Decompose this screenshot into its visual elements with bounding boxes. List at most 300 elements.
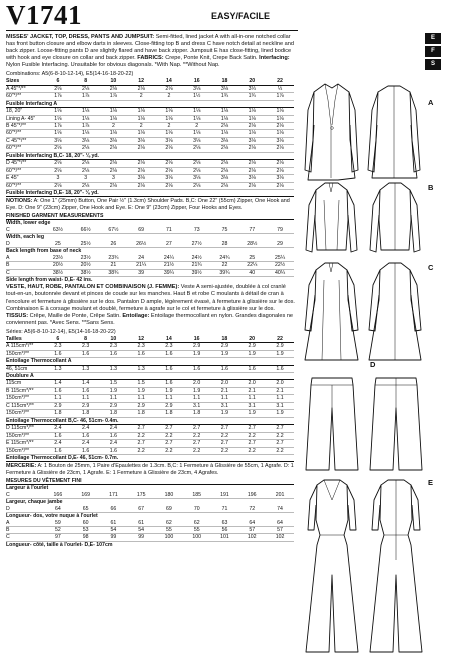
table-cell: 2.0: [183, 380, 211, 387]
header: [6, 0, 298, 31]
table-cell: 73: [183, 227, 211, 234]
table-cell: 2.7: [155, 440, 183, 447]
table-cell: 169: [72, 492, 100, 499]
table-cell: 1.6: [100, 432, 128, 439]
table-cell: 67½: [100, 227, 128, 234]
view-label-b: B: [428, 183, 434, 192]
table-cell: 1.6: [72, 350, 100, 357]
table-cell: 25¼: [266, 255, 294, 262]
table-cell: 3⅛: [44, 137, 72, 144]
row-label: 60"*/**: [6, 145, 44, 152]
table-cell: 2⅛: [211, 160, 239, 167]
table-cell: 1⅛: [155, 130, 183, 137]
table-cell: 1.8: [72, 410, 100, 417]
table-cell: 3⅛: [238, 175, 266, 182]
table-cell: 3: [100, 175, 128, 182]
table-row: [6, 520, 294, 527]
table-cell: 1.6: [266, 365, 294, 372]
table-cell: 1.1: [266, 395, 294, 402]
table-cell: 2⅛: [44, 182, 72, 189]
table-cell: 21¼: [127, 262, 155, 269]
table-cell: 102: [266, 534, 294, 541]
row-label: B 45"*/**: [6, 122, 44, 129]
table-cell: 24½: [183, 255, 211, 262]
size-header-row: [6, 78, 294, 85]
table-cell: 3.1: [211, 402, 239, 409]
table-cell: 38½: [72, 269, 100, 276]
table-cell: 1⅛: [72, 108, 100, 115]
interfacing-text: Nylon Fusible Interfacing. Unsuitable for obvious diagonals. *With Nap. **Without Nap.: [6, 62, 220, 69]
row-label: C: [6, 269, 44, 276]
language-f: F: [425, 46, 441, 57]
section-title-row: [6, 152, 294, 159]
fabrics-text-fr: Crêpe, Maille de Ponte, Crêpe Satin.: [29, 312, 121, 319]
size-header-cell: 20: [238, 336, 266, 343]
table-cell: 2.4: [100, 440, 128, 447]
table-cell: 2⅛: [72, 167, 100, 174]
table-cell: 2⅛: [155, 160, 183, 167]
table-cell: 55: [183, 526, 211, 533]
table-cell: 25: [44, 241, 72, 248]
view-label-c: C: [428, 263, 434, 272]
table-cell: 1.9: [211, 350, 239, 357]
table-cell: 3⅛: [238, 137, 266, 144]
table-cell: 22½: [266, 262, 294, 269]
table-cell: 1.9: [127, 387, 155, 394]
table-cell: 2.4: [72, 425, 100, 432]
row-label: A: [6, 520, 44, 527]
interfacing-text-fr: Entoilage thermocollant en nylon. Grandes diagonales ne conviennent pas. *Avec Sens. **Sans Sens.: [6, 312, 294, 326]
table-cell: 2⅛: [211, 145, 239, 152]
table-cell: 27: [155, 241, 183, 248]
table-cell: 2: [155, 122, 183, 129]
finished-measurements-en: [6, 213, 294, 284]
table-row: [6, 447, 294, 454]
table-cell: 2⅛: [72, 182, 100, 189]
table-cell: 39¼: [155, 269, 183, 276]
table-row: [6, 175, 294, 182]
size-header-cell: 22: [266, 336, 294, 343]
dress-c-back-drawing: [369, 263, 421, 360]
table-cell: 3⅛: [266, 175, 294, 182]
table-cell: 1⅛: [266, 115, 294, 122]
table-row: [6, 182, 294, 189]
table-cell: 1⅛: [238, 115, 266, 122]
table-cell: 2.1: [266, 387, 294, 394]
table-cell: 1⅛: [72, 130, 100, 137]
table-cell: 3⅓: [238, 85, 266, 92]
table-cell: 1.6: [100, 447, 128, 454]
table-row: [6, 380, 294, 387]
table-cell: 25½: [72, 241, 100, 248]
table-cell: 21¾: [183, 262, 211, 269]
table-cell: 29: [266, 241, 294, 248]
row-label: E 115cm*/**: [6, 440, 44, 447]
table-cell: 1⅛: [44, 130, 72, 137]
table-cell: 56: [211, 526, 239, 533]
table-cell: 71: [155, 227, 183, 234]
table-cell: 2.2: [127, 432, 155, 439]
table-cell: 63: [211, 520, 239, 527]
table-cell: 2.3: [155, 343, 183, 350]
top-b-front-drawing: [306, 183, 357, 252]
table-cell: 57: [238, 526, 266, 533]
table-cell: 97: [44, 534, 72, 541]
table-cell: 3⅛: [127, 175, 155, 182]
table-cell: 2⅛: [155, 167, 183, 174]
table-cell: 21½: [155, 262, 183, 269]
size-header-cell: 18: [211, 336, 239, 343]
table-cell: 57: [266, 526, 294, 533]
table-cell: 23½: [44, 255, 72, 262]
description-title-fr: VESTE, HAUT, ROBE, PANTALON ET COMBINAISON (J. FEMME):: [6, 284, 180, 291]
table-cell: 1¾: [211, 93, 239, 100]
notions-text-fr: A: 1 Bouton de 25mm, 1 Paire d'Epaulettes de 1.3cm. B,C: 1 Fermeture à Glissière de 55cm, 1 Agrafe. D: 1 Fermeture à Glissière de 23cm, 1 Agrafe. E: 1 Fermeture à Glissière de 23cm, 4 Agrafes.: [6, 463, 294, 477]
table-cell: 2⅛: [183, 145, 211, 152]
table-cell: 1⅛: [44, 115, 72, 122]
size-header-cell: 6: [44, 78, 72, 85]
section-title-row: [6, 417, 294, 424]
table-cell: 1⅞: [72, 93, 100, 100]
jacket-a-front-drawing: [305, 84, 358, 180]
table-row: [6, 350, 294, 357]
table-cell: 1.1: [72, 395, 100, 402]
table-cell: 1.1: [183, 395, 211, 402]
table-cell: 2.9: [211, 343, 239, 350]
size-header-cell: 8: [72, 336, 100, 343]
table-cell: 26½: [127, 241, 155, 248]
table-cell: 3⅛: [155, 175, 183, 182]
table-cell: 2⅛: [44, 160, 72, 167]
table-row: [6, 145, 294, 152]
table-cell: 1⅞: [44, 122, 72, 129]
table-cell: 2⅛: [44, 167, 72, 174]
finished-title: MESURES DU VÊTEMENT FINI: [6, 478, 294, 485]
row-label: 60"*/**: [6, 130, 44, 137]
fabrics-text: Crepe, Ponte Knit, Crepe Back Satin.: [165, 55, 258, 62]
table-cell: 2⅛: [100, 145, 128, 152]
table-cell: 1⅛: [127, 108, 155, 115]
table-cell: 64: [238, 520, 266, 527]
table-cell: 1.3: [100, 365, 128, 372]
table-cell: 166: [44, 492, 72, 499]
table-cell: 1.9: [183, 387, 211, 394]
table-cell: 2: [183, 122, 211, 129]
table-cell: 2⅛: [127, 145, 155, 152]
size-header-cell: 10: [100, 336, 128, 343]
size-header-cell: 18: [211, 78, 239, 85]
sizes-label: Sizes: [6, 78, 44, 85]
table-cell: 2.4: [100, 425, 128, 432]
table-row: [6, 387, 294, 394]
size-header-cell: 20: [238, 78, 266, 85]
table-cell: 1.6: [44, 387, 72, 394]
measurement-heading: Longueur- dos, votre nuque à l'ourlet: [6, 513, 98, 520]
row-label: D: [6, 506, 44, 513]
table-cell: 2⅛: [266, 182, 294, 189]
table-cell: 53: [72, 526, 100, 533]
table-cell: 28½: [238, 241, 266, 248]
description-body: Semi-fitted, lined jacket A with all-in-one notched collar has front button closure and elbow darts in sleeves. Close-fitting top B and dress C have notch detail at neckline and back zipper. Loose-fitting pants D are slightly flared and have back zipper. Jumpsuit E has close-fitting, lined bodice with hook and eye closure on collar and back zipper.: [6, 34, 294, 62]
table-cell: 2.7: [155, 425, 183, 432]
table-cell: 2.4: [44, 440, 72, 447]
table-cell: 27½: [183, 241, 211, 248]
description-title: MISSES' JACKET, TOP, DRESS, PANTS AND JUMPSUIT:: [6, 34, 155, 40]
table-cell: 1.9: [266, 350, 294, 357]
table-cell: 191: [211, 492, 239, 499]
table-cell: 40¼: [266, 269, 294, 276]
table-row: [6, 425, 294, 432]
table-cell: 40: [238, 269, 266, 276]
table-cell: 3⅛: [266, 137, 294, 144]
table-cell: 1.4: [44, 380, 72, 387]
table-row: [6, 492, 294, 499]
table-cell: 61: [127, 520, 155, 527]
table-cell: 2.2: [155, 447, 183, 454]
row-label: 150cm*/**: [6, 432, 44, 439]
table-cell: 2⅛: [155, 182, 183, 189]
table-cell: 2.7: [127, 440, 155, 447]
table-cell: 3⅛: [211, 137, 239, 144]
table-cell: 22¼: [238, 262, 266, 269]
measurement-heading: Longueur- côté, taille à l'ourlet- D,E- 107cm: [6, 541, 113, 548]
pants-d-front-drawing: [306, 378, 358, 470]
row-label: B 115cm*/**: [6, 387, 44, 394]
table-cell: 2⅛: [100, 160, 128, 167]
table-cell: 1.9: [155, 387, 183, 394]
section-title: Entoilage Thermocollant D,E- 46, 51cm- 0.7m.: [6, 454, 294, 461]
section-title-row: [6, 358, 294, 365]
table-cell: 1.8: [183, 410, 211, 417]
table-cell: 1.9: [211, 410, 239, 417]
table-cell: 2.2: [155, 432, 183, 439]
technical-drawings-svg: [300, 0, 460, 657]
table-row: [6, 122, 294, 129]
table-cell: 69: [155, 506, 183, 513]
table-cell: 2.4: [44, 425, 72, 432]
table-cell: 2.0: [211, 380, 239, 387]
notions-en: [6, 198, 298, 211]
description-body-fr: Veste A semi-ajustée, doublée à col cranlé tout-en-un, boutonnée devant et pinces de coude sur les manches. Haut B et robe C moulants à détail de cran à l'encolure et fermeture à glissière sur le dos. Pantalon D ample, légèrement évasé, à fermeture à glissière sur le dos. Combinaison E à corsage moulant et doublé, fermeture à agrafe sur le col et fermeture à glissière sur le dos.: [6, 284, 295, 312]
table-cell: 2⅛: [183, 167, 211, 174]
row-label: B: [6, 526, 44, 533]
table-cell: 3⅛: [183, 137, 211, 144]
table-cell: 2.7: [127, 425, 155, 432]
table-cell: 1⅛: [100, 108, 128, 115]
row-label: 46, 51cm: [6, 365, 44, 372]
table-cell: 171: [100, 492, 128, 499]
table-cell: 180: [155, 492, 183, 499]
notions-label-fr: MERCERIE:: [6, 463, 37, 470]
table-cell: 2.2: [238, 447, 266, 454]
table-cell: 1⅛: [183, 115, 211, 122]
table-cell: 1.1: [127, 395, 155, 402]
table-cell: 2.9: [155, 402, 183, 409]
table-cell: 1⅛: [127, 115, 155, 122]
table-cell: 2⅛: [238, 145, 266, 152]
table-cell: 1⅛: [44, 108, 72, 115]
table-cell: 2⅛: [127, 160, 155, 167]
table-cell: 20½: [44, 262, 72, 269]
table-cell: 59: [44, 520, 72, 527]
view-label-d: D: [370, 360, 376, 369]
row-label: A 115cm*/**: [6, 343, 44, 350]
table-cell: 3⅛: [211, 85, 239, 92]
table-cell: 3: [44, 175, 72, 182]
notions-fr: [6, 463, 298, 476]
combinations-en: Combinations: A5(6-8-10-12-14), E5(14-16-18-20-22): [6, 71, 134, 78]
difficulty-label: EASY/FACILE: [210, 11, 270, 21]
table-cell: 1⅛: [183, 130, 211, 137]
table-cell: 2: [127, 122, 155, 129]
finished-title-row: [6, 213, 294, 220]
table-cell: 1.3: [72, 365, 100, 372]
table-cell: 2⅛: [127, 167, 155, 174]
table-cell: 1.6: [72, 447, 100, 454]
table-cell: 3⅛: [127, 137, 155, 144]
table-cell: 2.7: [266, 425, 294, 432]
table-cell: 3.1: [183, 402, 211, 409]
table-cell: 2⅛: [44, 85, 72, 92]
top-b-back-drawing: [370, 183, 420, 252]
dress-c-front-drawing: [305, 263, 358, 360]
table-cell: 2⅛: [183, 182, 211, 189]
table-cell: 1.1: [155, 395, 183, 402]
table-cell: 64: [266, 520, 294, 527]
table-cell: 2⅛: [44, 145, 72, 152]
row-label: 60"*/**: [6, 182, 44, 189]
table-cell: 62: [183, 520, 211, 527]
table-cell: 2⅛: [127, 85, 155, 92]
table-cell: 101: [211, 534, 239, 541]
table-cell: 196: [238, 492, 266, 499]
view-label-a: A: [428, 98, 434, 107]
technical-drawings: [300, 0, 460, 657]
size-header-cell: 14: [155, 336, 183, 343]
measurement-heading-row: [6, 541, 294, 548]
table-cell: 2⅛: [155, 85, 183, 92]
fabrics-label-fr: TISSUS:: [6, 312, 29, 319]
table-cell: 2⅛: [72, 145, 100, 152]
table-row: [6, 506, 294, 513]
table-cell: 1.6: [127, 350, 155, 357]
table-cell: 3⅛: [100, 137, 128, 144]
table-cell: 54: [100, 526, 128, 533]
measurement-heading: Largeur à l'ourlet: [6, 485, 49, 492]
table-row: [6, 402, 294, 409]
finished-title: FINISHED GARMENT MEASUREMENTS: [6, 213, 294, 220]
table-cell: 1⅛: [266, 130, 294, 137]
measurement-heading-row: [6, 234, 294, 241]
table-cell: 2.9: [266, 343, 294, 350]
size-header-cell: 8: [72, 78, 100, 85]
table-cell: 2.2: [211, 432, 239, 439]
table-cell: 3.1: [238, 402, 266, 409]
table-row: [6, 227, 294, 234]
table-cell: 1.6: [238, 365, 266, 372]
table-cell: 185: [183, 492, 211, 499]
table-cell: 39: [127, 269, 155, 276]
table-row: [6, 343, 294, 350]
table-cell: 175: [127, 492, 155, 499]
table-row: [6, 410, 294, 417]
table-cell: 2⅛: [238, 167, 266, 174]
table-cell: 1.9: [183, 350, 211, 357]
notions-text: A: One 1" (25mm) Button, One Pair ½" (1.3cm) Shoulder Pads. B,C: One 22" (55cm) Zipper, One Hook and Eye. D: One 9" (23cm) Zipper, One Hook and Eye. E: One 9" (23cm) Zipper, Four Hooks and Eyes.: [6, 198, 290, 212]
table-cell: 1.6: [211, 365, 239, 372]
table-cell: 2.9: [100, 402, 128, 409]
table-cell: 1.6: [155, 380, 183, 387]
table-cell: 1.6: [44, 432, 72, 439]
table-cell: 1.9: [238, 350, 266, 357]
table-cell: 2⅛: [266, 160, 294, 167]
table-cell: 1⅛: [238, 130, 266, 137]
table-cell: 2.2: [127, 447, 155, 454]
section-title: Entoilage Thermocollant B,C- 46, 51cm- 0.4m.: [6, 417, 294, 424]
row-label: 60"*/**: [6, 93, 44, 100]
table-row: [6, 108, 294, 115]
language-s: S: [425, 59, 441, 70]
table-cell: 2.0: [238, 380, 266, 387]
combinations-fr: Séries: A5(6-8-10-12-14), E5(14-16-18-20-22): [6, 328, 116, 335]
measurement-heading-row: [6, 248, 294, 255]
section-title: Fusible Interfacing A: [6, 100, 294, 107]
yardage-table-en: [6, 78, 294, 197]
table-cell: 2.7: [183, 425, 211, 432]
table-cell: 3.1: [266, 402, 294, 409]
table-cell: 2⅛: [100, 167, 128, 174]
table-cell: 2.7: [266, 440, 294, 447]
table-cell: 1⅛: [155, 108, 183, 115]
table-cell: 23¾: [100, 255, 128, 262]
table-cell: 3⅛: [72, 137, 100, 144]
row-label: A 45"*/**: [6, 85, 44, 92]
table-cell: 1⅛: [266, 108, 294, 115]
row-label: 150cm*/**: [6, 410, 44, 417]
table-cell: 24: [127, 255, 155, 262]
table-cell: 54: [127, 526, 155, 533]
table-cell: 2.1: [211, 387, 239, 394]
table-cell: 2.7: [183, 440, 211, 447]
table-cell: 2⅛: [183, 160, 211, 167]
table-cell: 1.3: [44, 365, 72, 372]
table-cell: 3: [72, 175, 100, 182]
table-cell: 1.1: [44, 395, 72, 402]
table-cell: 2⅛: [100, 85, 128, 92]
table-cell: 1.6: [72, 432, 100, 439]
table-cell: 26: [100, 241, 128, 248]
measurement-heading: Largeur, chaque jambe: [6, 499, 63, 506]
jumpsuit-e-back-drawing: [370, 480, 422, 652]
row-label: D: [6, 241, 44, 248]
table-cell: 2.7: [211, 440, 239, 447]
measurement-heading: Back length from base of neck: [6, 248, 82, 255]
table-cell: 25: [238, 255, 266, 262]
table-cell: 1.9: [266, 410, 294, 417]
pants-d-back-drawing: [370, 378, 422, 470]
table-cell: 2: [155, 93, 183, 100]
table-cell: 2.0: [266, 380, 294, 387]
table-cell: 2: [127, 93, 155, 100]
size-header-cell: 12: [127, 78, 155, 85]
row-label: Lining A- 45": [6, 115, 44, 122]
table-cell: 2⅛: [211, 182, 239, 189]
table-cell: 102: [238, 534, 266, 541]
table-cell: 1⅛: [238, 108, 266, 115]
table-cell: 2.7: [238, 425, 266, 432]
section-title-row: [6, 100, 294, 107]
table-cell: 38¾: [100, 269, 128, 276]
